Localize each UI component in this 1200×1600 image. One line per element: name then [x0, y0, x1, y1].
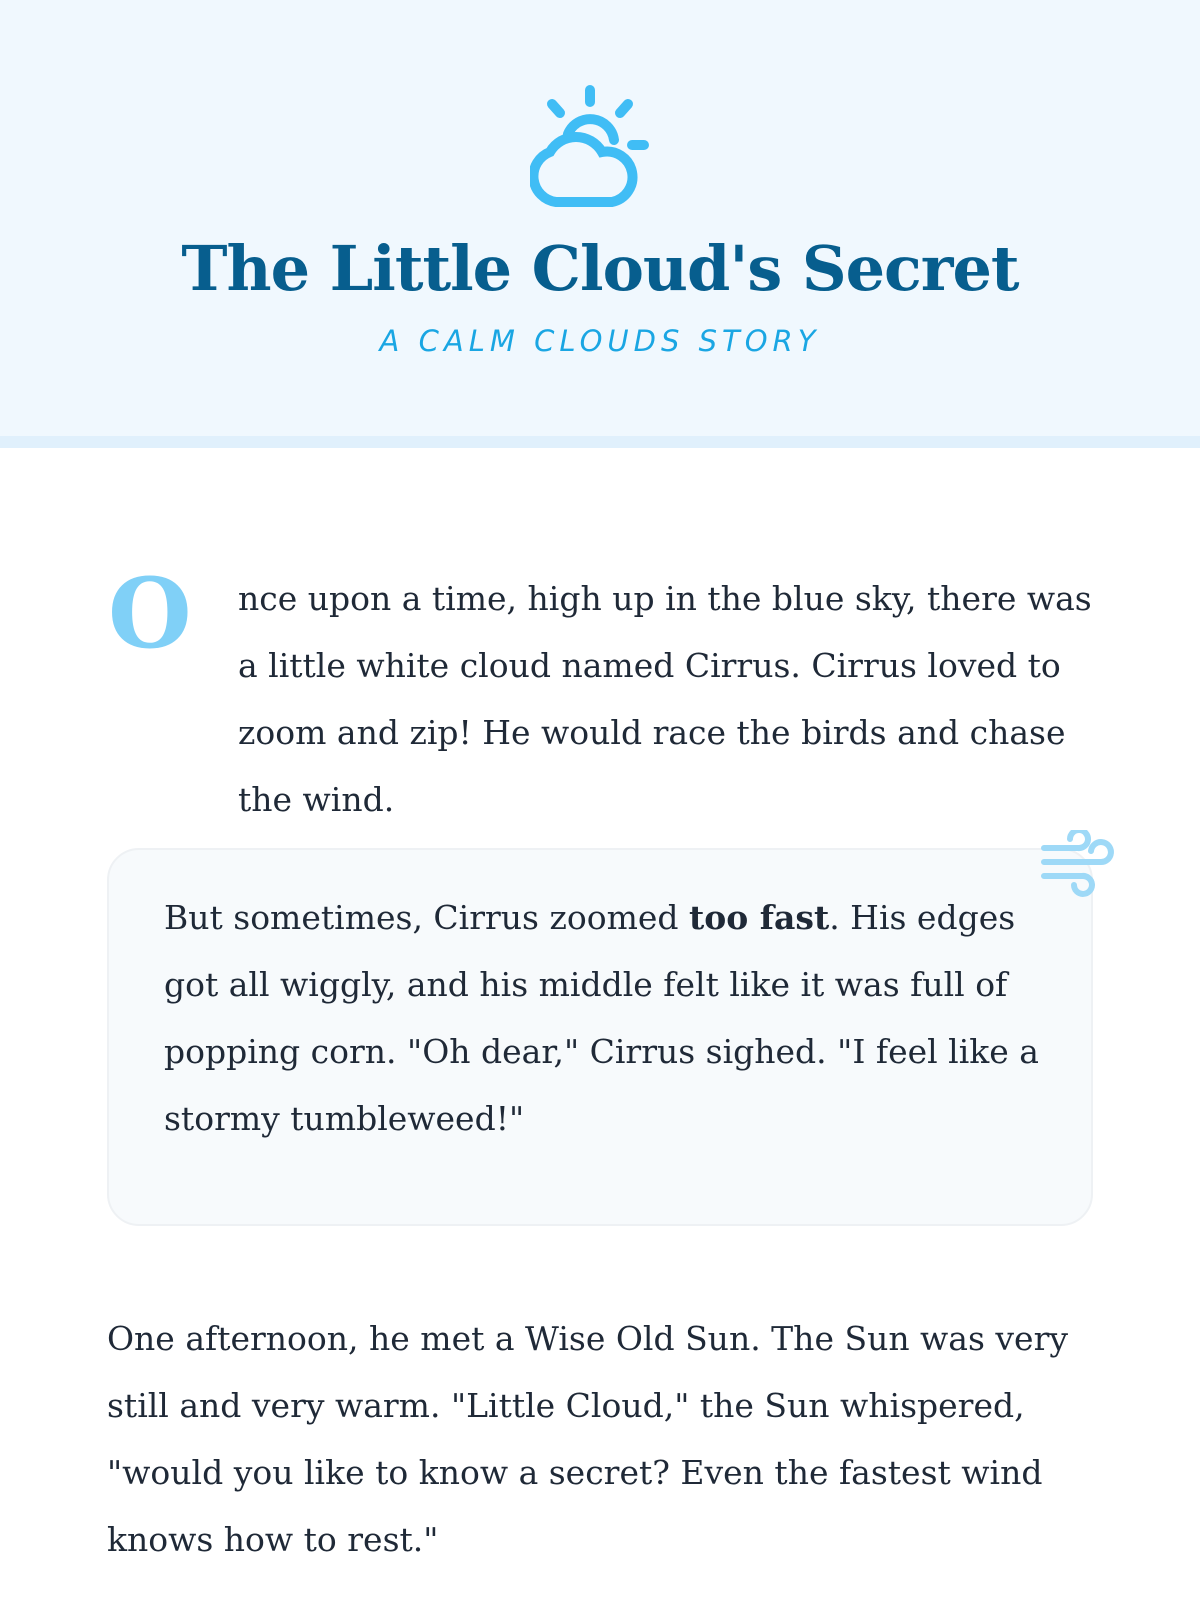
callout-text — [164, 884, 1044, 1152]
callout-emphasis: too fast — [689, 898, 830, 937]
partly-sunny-icon — [530, 82, 670, 212]
callout-text-start: But sometimes, Cirrus zoomed — [164, 898, 690, 937]
drop-cap: O — [108, 557, 192, 670]
story-paragraph-3: One afternoon, he met a Wise Old Sun. The Sun was very still and very warm. "Little Cloud," the Sun whispered, "would you like to know a secret? Even the fastest wind knows how to rest." — [107, 1319, 1068, 1559]
story-paragraph-1: nce upon a time, high up in the blue sky, there was a little white cloud named Cirrus. Cirrus loved to zoom and zip! He would race the birds and chase the wind. — [238, 579, 1092, 819]
story-title: The Little Cloud's Secret — [181, 232, 1019, 305]
callout-box — [107, 848, 1093, 1226]
callout-text-end: . His edges got all wiggly, and his middle felt like it was full of popping corn. "Oh dear," Cirrus sighed. "I feel like a stormy tumbleweed!" — [164, 898, 1039, 1138]
story-header — [0, 0, 1200, 448]
story-subtitle: A CALM CLOUDS STORY — [379, 324, 821, 358]
wind-icon — [1040, 830, 1114, 898]
